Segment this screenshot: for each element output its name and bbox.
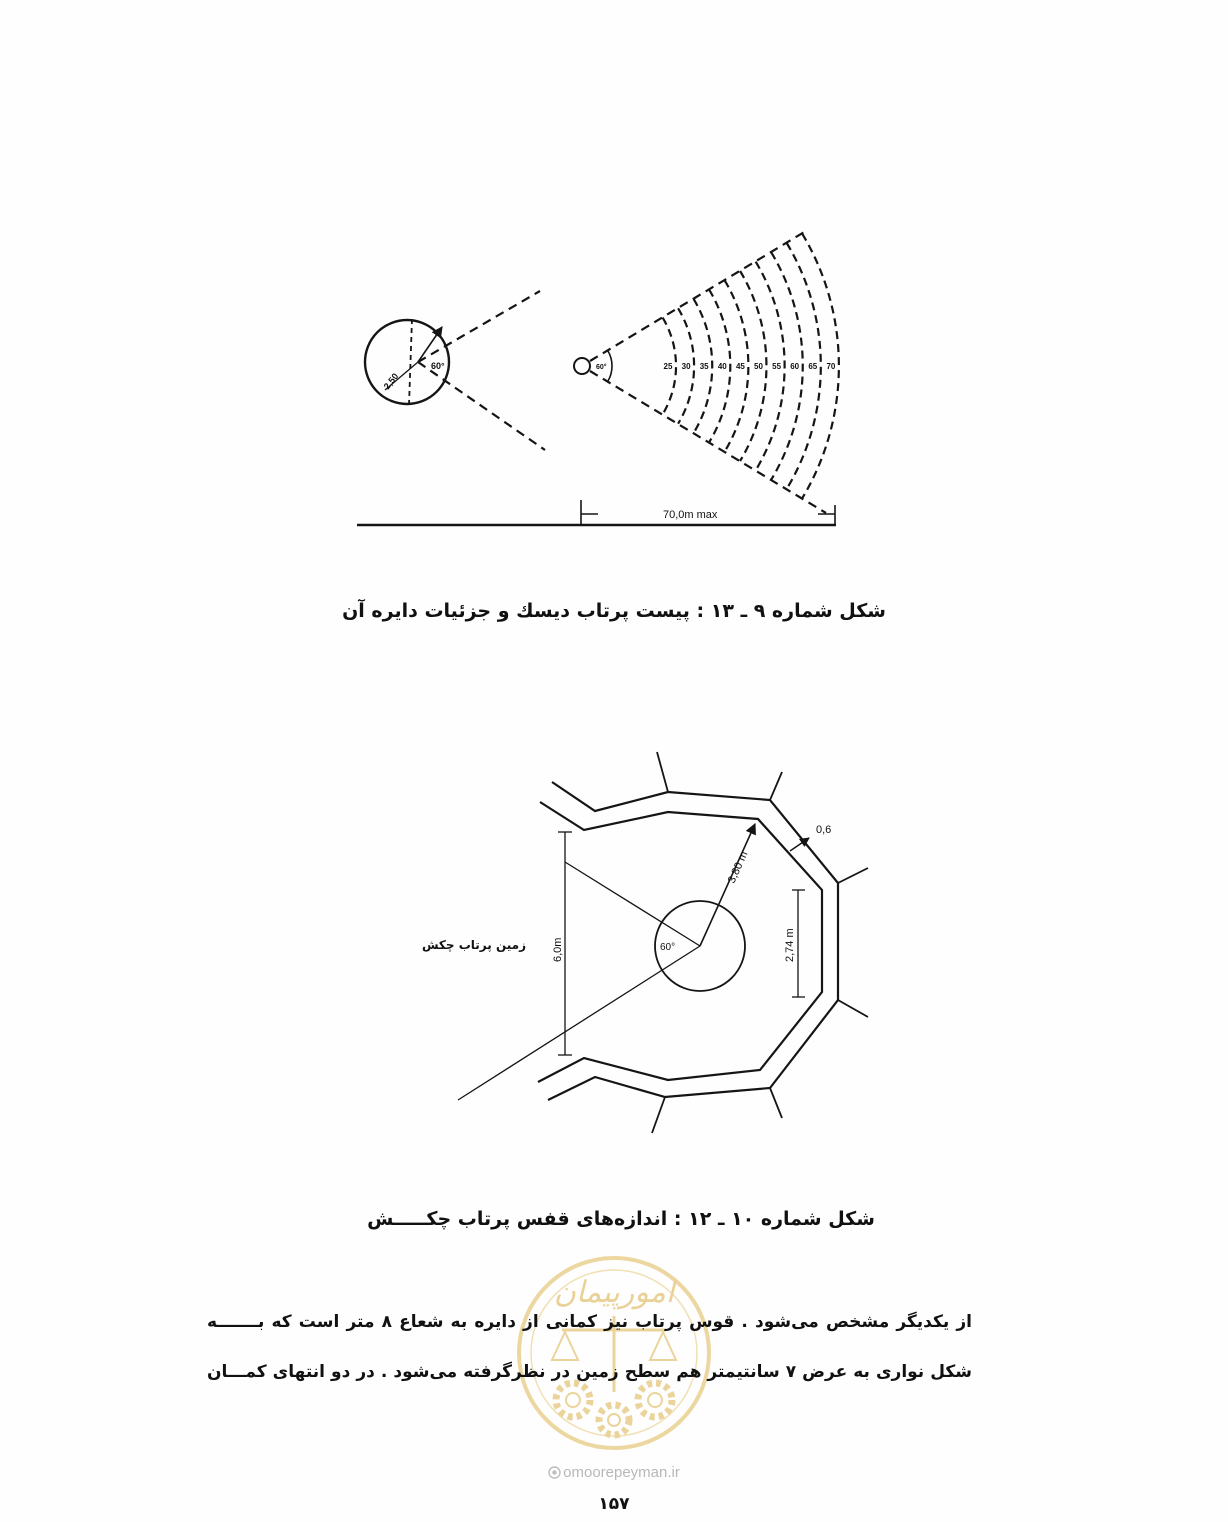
net-gap-label: 0,6: [816, 824, 832, 836]
throwing-area-label: زمین پرتاب چکش: [421, 938, 526, 952]
distance-label: 60: [790, 362, 800, 371]
opening-label: 2,74 m: [784, 928, 796, 962]
distance-label: 30: [681, 362, 691, 371]
discus-diagram: [357, 231, 839, 525]
body-text-line: از یکدیگر مشخص می‌شود . قوس پرتاب نیز کمانی از دایره به شعاع ۸ متر است که بـــــــه: [207, 1312, 972, 1332]
circle-diameter-label: 2,50: [381, 371, 401, 392]
discus-circle-detail: [365, 291, 545, 450]
distance-label: 25: [663, 362, 673, 371]
cage-posts: [652, 752, 868, 1133]
distance-arcs: [663, 234, 839, 499]
width-label: 6,0m: [552, 937, 564, 962]
distance-label: 40: [717, 362, 727, 371]
width-dimension: [552, 832, 572, 1055]
hammer-angle-label: 60°: [660, 942, 676, 953]
figure-1-caption: شکل شماره ۹ ـ ۱۳ : پیست پرتاب دیسك و جزئیات دایره آن: [342, 600, 886, 622]
cage-radius-label: 3,80 m: [725, 849, 751, 886]
figure-2-caption: شکل شماره ۱۰ ـ ۱۲ : اندازه‌های قفس پرتاب چکـــــش: [367, 1208, 875, 1230]
cage-inner-wall: [538, 802, 822, 1082]
distance-label: 70: [826, 362, 836, 371]
watermark-logo-text: امورپیمان: [553, 1275, 675, 1310]
sector-angle-label: 60°: [596, 364, 607, 371]
watermark-site-text: omoorepeyman.ir: [563, 1464, 680, 1481]
distance-label: 35: [699, 362, 709, 371]
landing-sector: [574, 231, 839, 513]
distance-label: 45: [735, 362, 745, 371]
watermark-site: [494, 1462, 734, 1484]
distance-label: 65: [808, 362, 818, 371]
circle-angle-label: 60°: [431, 361, 445, 371]
page-number: ۱۵۷: [598, 1494, 630, 1514]
site-icon: [548, 1466, 561, 1479]
distance-label: 50: [754, 362, 763, 371]
distance-label: 55: [772, 362, 782, 371]
max-distance-label: 70,0m max: [663, 509, 718, 521]
watermark-logo: [519, 1258, 709, 1448]
max-distance-dimension: [357, 500, 836, 525]
body-text-line: شکل نواری به عرض ۷ سانتیمتر هم سطح زمین در نظرگرفته می‌شود . در دو انتهای کمـــان: [207, 1362, 972, 1382]
opening-dimension: [784, 890, 805, 997]
